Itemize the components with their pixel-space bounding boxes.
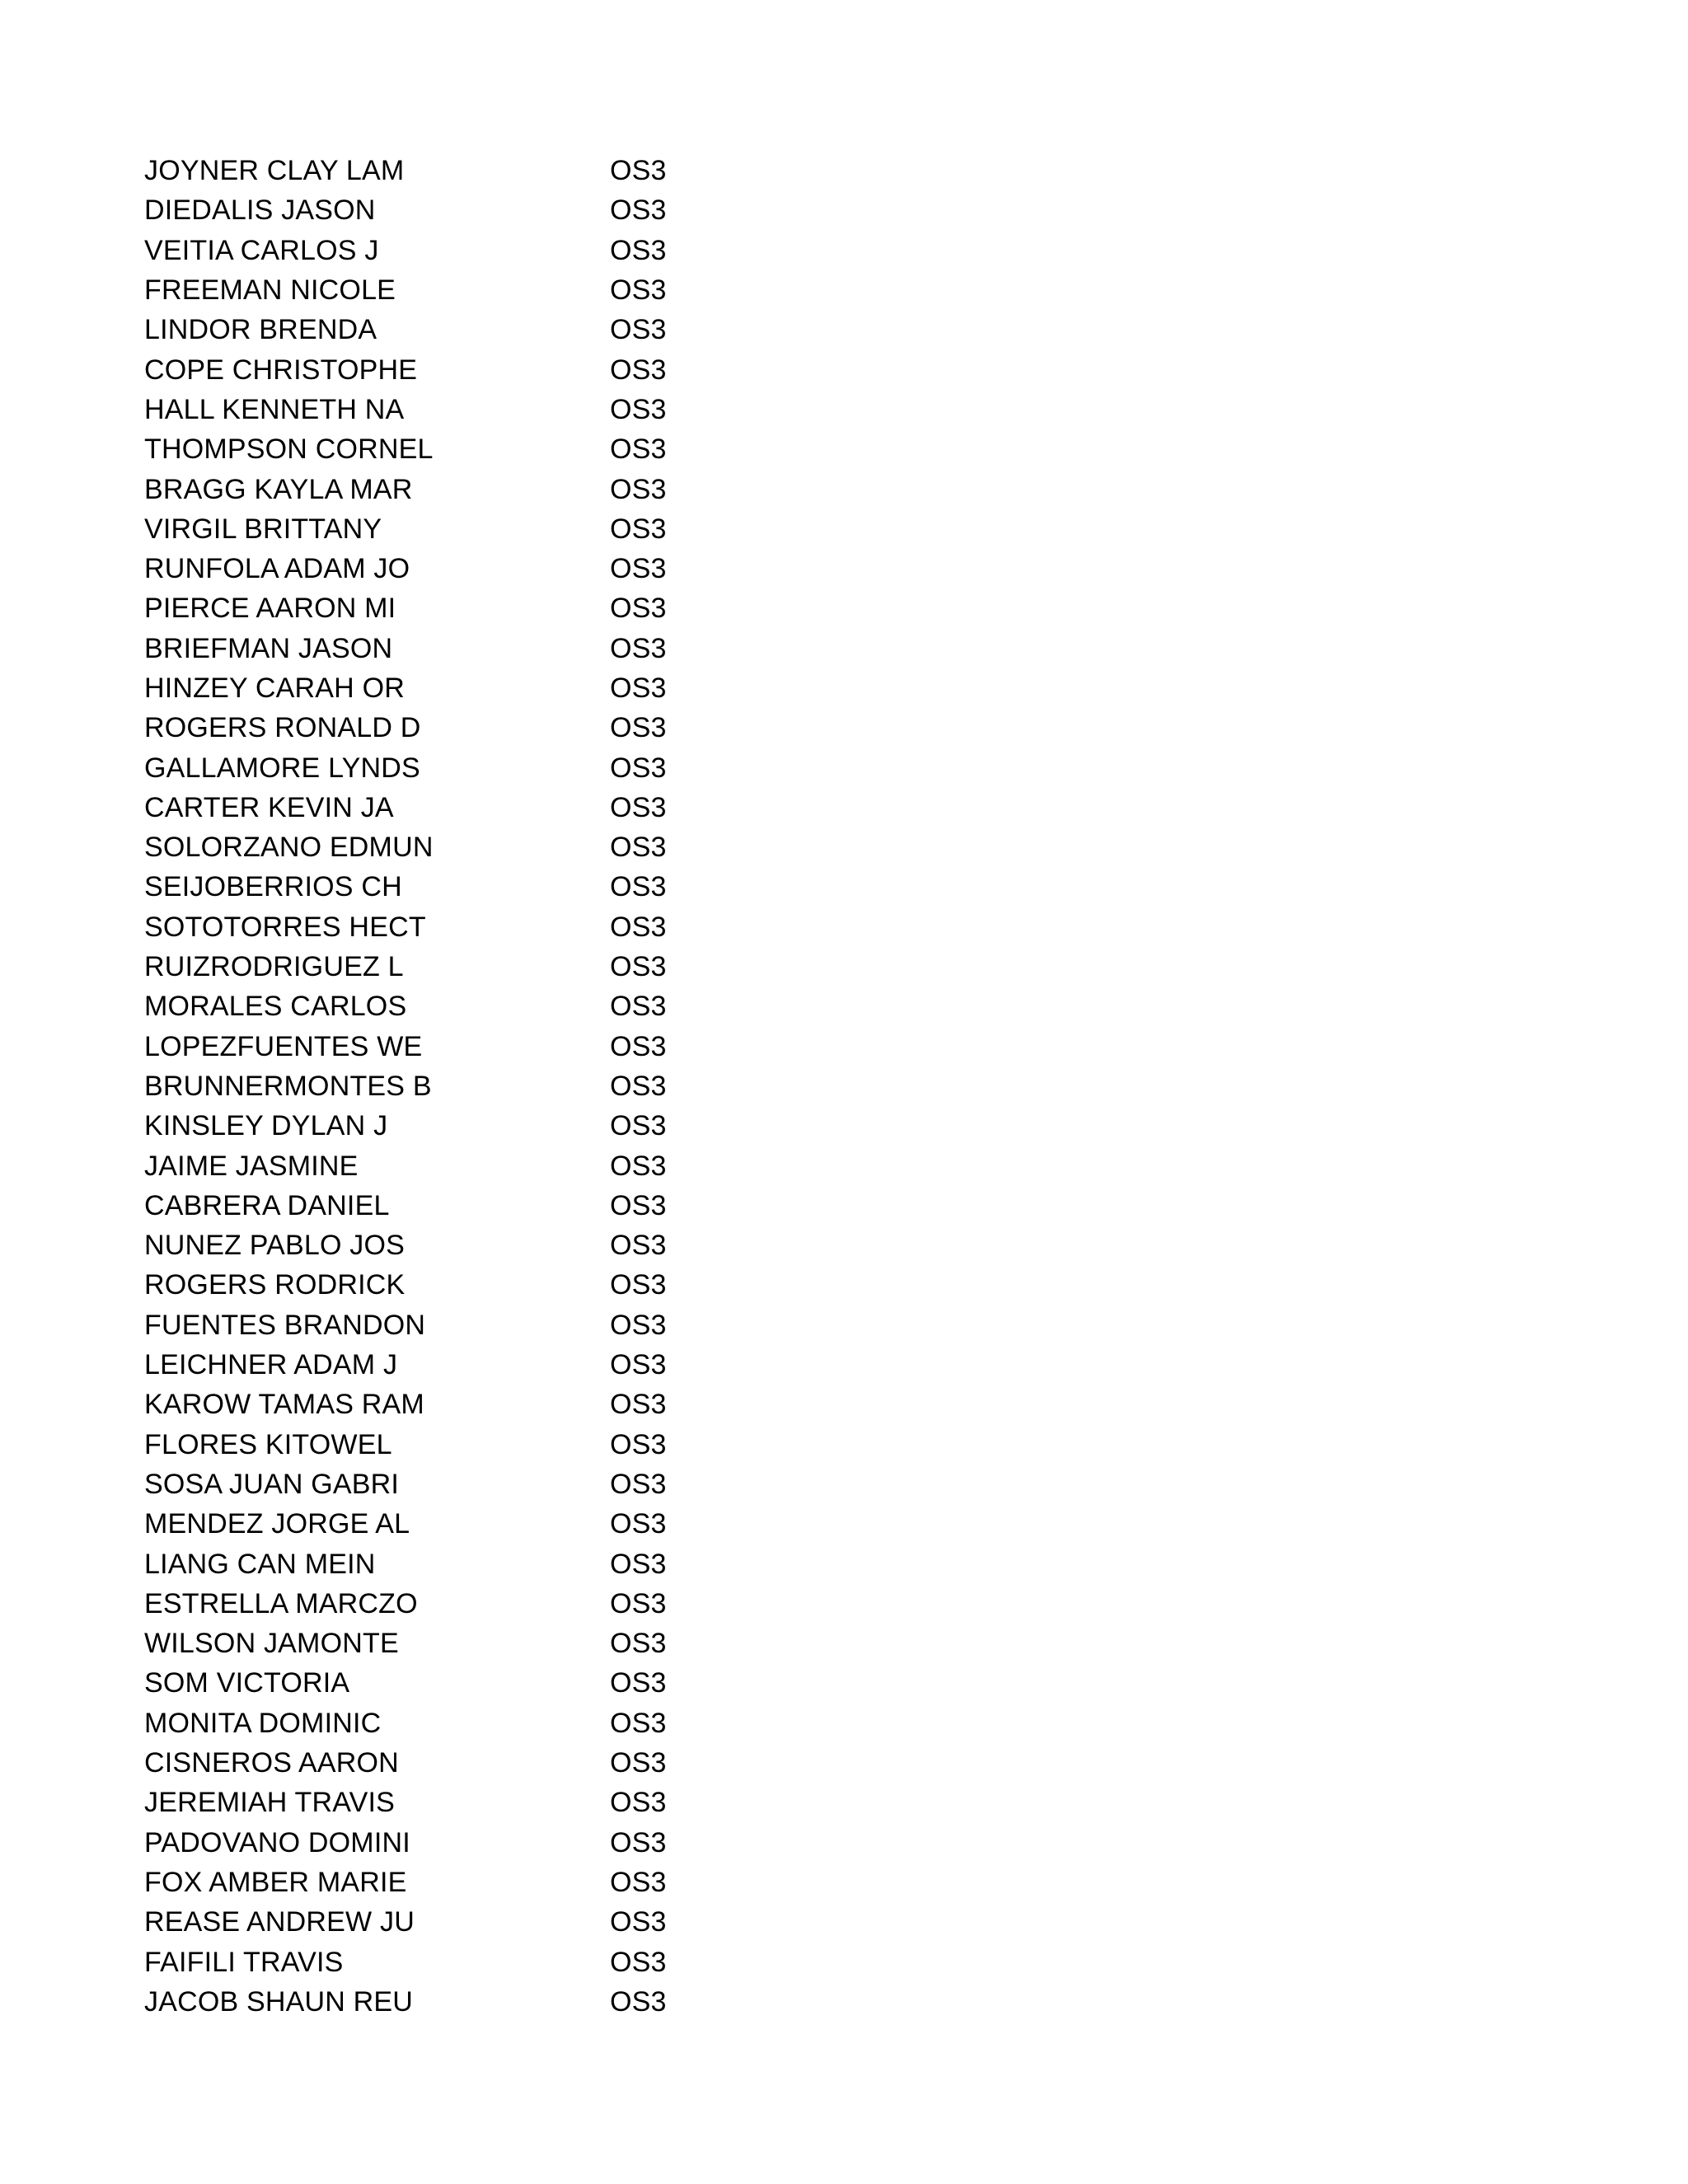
list-item — [144, 349, 721, 389]
person-name: PADOVANO DOMINI — [144, 1826, 410, 1858]
person-name: LINDOR BRENDA — [144, 314, 377, 346]
rate-code: OS3 — [610, 951, 667, 983]
person-name: SEIJOBERRIOS CH — [144, 871, 402, 903]
list-item — [144, 588, 721, 628]
person-name: VIRGIL BRITTANY — [144, 513, 382, 545]
person-name: CISNEROS AARON — [144, 1747, 399, 1779]
list-item — [144, 1863, 721, 1902]
list-item — [144, 1942, 721, 1981]
list-item — [144, 748, 721, 787]
list-item — [144, 549, 721, 588]
list-item — [144, 867, 721, 907]
person-name: MORALES CARLOS — [144, 991, 407, 1023]
person-name: SOLORZANO EDMUN — [144, 832, 434, 864]
rate-code: OS3 — [610, 1906, 667, 1938]
person-name: MONITA DOMINIC — [144, 1707, 382, 1739]
rate-code: OS3 — [610, 1389, 667, 1421]
person-name: LEICHNER ADAM J — [144, 1349, 398, 1381]
list-item — [144, 987, 721, 1026]
person-name: COPE CHRISTOPHE — [144, 354, 418, 386]
person-name: CARTER KEVIN JA — [144, 791, 394, 823]
rate-code: OS3 — [610, 712, 667, 744]
list-item — [144, 390, 721, 429]
list-item — [144, 310, 721, 349]
list-item — [144, 1385, 721, 1424]
person-name: ROGERS RODRICK — [144, 1269, 406, 1301]
rate-code: OS3 — [610, 194, 667, 227]
list-item — [144, 1902, 721, 1942]
person-name: FREEMAN NICOLE — [144, 274, 396, 307]
rate-code: OS3 — [610, 1150, 667, 1182]
list-item — [144, 1146, 721, 1185]
rate-code: OS3 — [610, 911, 667, 943]
person-name: ESTRELLA MARCZO — [144, 1587, 418, 1619]
list-item — [144, 1624, 721, 1663]
person-name: SOTOTORRES HECT — [144, 911, 426, 943]
person-name: VEITIA CARLOS J — [144, 234, 379, 266]
person-name: JEREMIAH TRAVIS — [144, 1787, 396, 1819]
rate-code: OS3 — [610, 632, 667, 664]
rate-code: OS3 — [610, 1189, 667, 1221]
list-item — [144, 907, 721, 947]
person-name: WILSON JAMONTE — [144, 1628, 399, 1660]
list-item — [144, 270, 721, 310]
list-item — [144, 231, 721, 270]
list-item — [144, 1226, 721, 1265]
person-name: THOMPSON CORNEL — [144, 434, 434, 466]
person-name: MENDEZ JORGE AL — [144, 1508, 410, 1540]
list-item — [144, 509, 721, 549]
rate-code: OS3 — [610, 234, 667, 266]
list-item — [144, 151, 721, 190]
list-item — [144, 827, 721, 867]
list-item — [144, 1822, 721, 1862]
rate-code: OS3 — [610, 155, 667, 187]
list-item — [144, 1425, 721, 1465]
list-item — [144, 1305, 721, 1345]
person-name: JOYNER CLAY LAM — [144, 155, 405, 187]
rate-code: OS3 — [610, 991, 667, 1023]
rate-code: OS3 — [610, 1866, 667, 1898]
rate-code: OS3 — [610, 314, 667, 346]
rate-code: OS3 — [610, 393, 667, 425]
person-name: HINZEY CARAH OR — [144, 673, 405, 704]
rate-code: OS3 — [610, 513, 667, 545]
rate-code: OS3 — [610, 871, 667, 903]
rate-code: OS3 — [610, 1110, 667, 1142]
list-item — [144, 469, 721, 509]
rate-code: OS3 — [610, 434, 667, 466]
person-name: FUENTES BRANDON — [144, 1309, 426, 1341]
list-item — [144, 1783, 721, 1822]
person-name: LOPEZFUENTES WE — [144, 1030, 423, 1062]
list-item — [144, 1663, 721, 1703]
rate-code: OS3 — [610, 553, 667, 585]
list-item — [144, 1106, 721, 1146]
person-name: JAIME JASMINE — [144, 1150, 359, 1182]
person-name: KAROW TAMAS RAM — [144, 1389, 424, 1421]
rate-code: OS3 — [610, 791, 667, 823]
rate-code: OS3 — [610, 1587, 667, 1619]
person-name: CABRERA DANIEL — [144, 1189, 390, 1221]
list-item — [144, 788, 721, 827]
rate-code: OS3 — [610, 832, 667, 864]
list-item — [144, 190, 721, 230]
list-item — [144, 1504, 721, 1544]
person-name: PIERCE AARON MI — [144, 593, 396, 625]
rate-code: OS3 — [610, 1428, 667, 1460]
rate-code: OS3 — [610, 274, 667, 307]
list-item — [144, 429, 721, 469]
rate-code: OS3 — [610, 1548, 667, 1580]
person-name: FAIFILI TRAVIS — [144, 1946, 344, 1978]
list-item — [144, 1584, 721, 1624]
list-item — [144, 1265, 721, 1305]
list-item — [144, 1027, 721, 1066]
person-name: REASE ANDREW JU — [144, 1906, 415, 1938]
person-name: RUNFOLA ADAM JO — [144, 553, 410, 585]
rate-code: OS3 — [610, 1269, 667, 1301]
rate-code: OS3 — [610, 1230, 667, 1262]
rate-code: OS3 — [610, 1787, 667, 1819]
rate-code: OS3 — [610, 1309, 667, 1341]
rate-code: OS3 — [610, 1468, 667, 1500]
person-name: ROGERS RONALD D — [144, 712, 421, 744]
list-item — [144, 1544, 721, 1583]
rate-code: OS3 — [610, 1946, 667, 1978]
list-item — [144, 1743, 721, 1783]
rate-code: OS3 — [610, 354, 667, 386]
list-item — [144, 1465, 721, 1504]
person-name: FOX AMBER MARIE — [144, 1866, 407, 1898]
list-item — [144, 708, 721, 748]
rate-code: OS3 — [610, 1985, 667, 2018]
rate-code: OS3 — [610, 752, 667, 784]
list-item — [144, 1066, 721, 1106]
rate-code: OS3 — [610, 593, 667, 625]
person-name: BRUNNERMONTES B — [144, 1070, 432, 1102]
person-name: FLORES KITOWEL — [144, 1428, 392, 1460]
rate-code: OS3 — [610, 1667, 667, 1699]
rate-code: OS3 — [610, 473, 667, 505]
person-name: BRAGG KAYLA MAR — [144, 473, 413, 505]
person-name: LIANG CAN MEIN — [144, 1548, 376, 1580]
list-item — [144, 1186, 721, 1226]
rate-code: OS3 — [610, 1707, 667, 1739]
rate-code: OS3 — [610, 1349, 667, 1381]
list-item — [144, 947, 721, 987]
rate-code: OS3 — [610, 1030, 667, 1062]
list-item — [144, 668, 721, 708]
person-name: NUNEZ PABLO JOS — [144, 1230, 405, 1262]
person-name: GALLAMORE LYNDS — [144, 752, 420, 784]
person-name: HALL KENNETH NA — [144, 393, 405, 425]
list-item — [144, 1345, 721, 1385]
person-name: SOSA JUAN GABRI — [144, 1468, 400, 1500]
person-name: RUIZRODRIGUEZ L — [144, 951, 404, 983]
rate-code: OS3 — [610, 1747, 667, 1779]
list-item — [144, 1982, 721, 2022]
roster-list — [144, 151, 721, 2022]
rate-code: OS3 — [610, 1826, 667, 1858]
person-name: BRIEFMAN JASON — [144, 632, 393, 664]
person-name: DIEDALIS JASON — [144, 194, 376, 227]
rate-code: OS3 — [610, 1628, 667, 1660]
list-item — [144, 629, 721, 668]
person-name: KINSLEY DYLAN J — [144, 1110, 388, 1142]
person-name: SOM VICTORIA — [144, 1667, 350, 1699]
rate-code: OS3 — [610, 673, 667, 704]
person-name: JACOB SHAUN REU — [144, 1985, 414, 2018]
list-item — [144, 1704, 721, 1743]
rate-code: OS3 — [610, 1070, 667, 1102]
rate-code: OS3 — [610, 1508, 667, 1540]
